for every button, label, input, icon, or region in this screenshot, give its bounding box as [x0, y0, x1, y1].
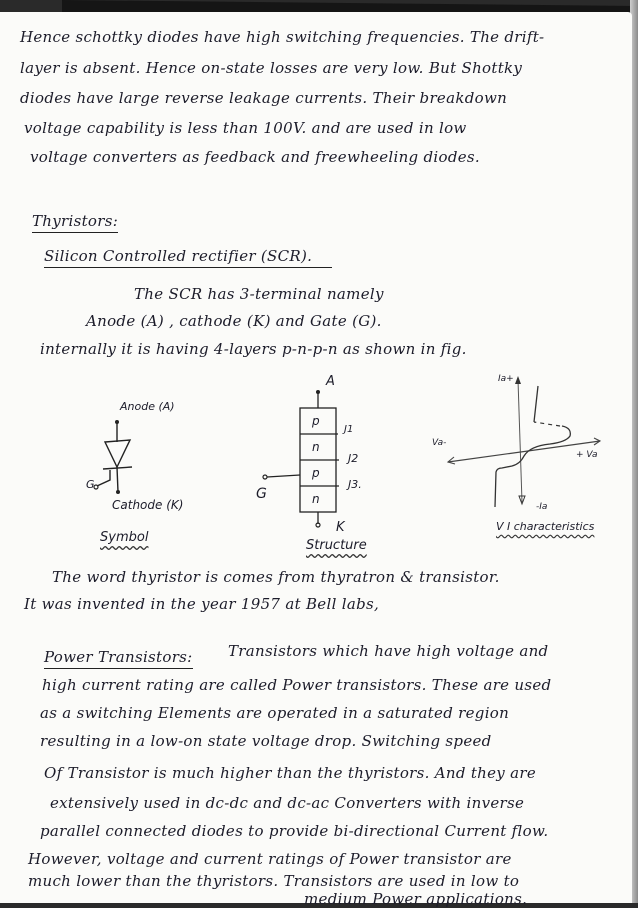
- text-line: The SCR has 3-terminal namely: [134, 285, 384, 303]
- text-line: voltage capability is less than 100V. and are used in low: [24, 119, 467, 137]
- text-line: parallel connected diodes to provide bi-directional Current flow.: [40, 822, 549, 840]
- axis-label-ia-positive: Ia+: [498, 374, 514, 384]
- notebook-page: [0, 12, 632, 908]
- layer-label: n: [312, 492, 320, 506]
- layer-label: p: [312, 466, 320, 480]
- gate-label: G: [86, 478, 95, 491]
- text-line: Hence schottky diodes have high switching frequencies. The drift-: [20, 28, 545, 46]
- text-line: diodes have large reverse leakage currents. Their breakdown: [20, 89, 508, 107]
- text-line: resulting in a low-on state voltage drop. Switching speed: [40, 732, 492, 750]
- cathode-terminal-label: K: [336, 520, 345, 535]
- junction-label: J2: [348, 452, 359, 465]
- vi-characteristics-plot-icon: [440, 372, 610, 507]
- section-heading-power-transistors: Power Transistors:: [44, 648, 193, 669]
- text-line: Of Transistor is much higher than the thyristors. And they are: [44, 764, 537, 782]
- cathode-label: Cathode (K): [112, 498, 184, 512]
- junction-label: J3.: [348, 478, 362, 491]
- gate-terminal-label: G: [256, 486, 267, 502]
- axis-label-va-positive: + Va: [576, 450, 598, 460]
- layer-label: n: [312, 440, 320, 454]
- text-line: However, voltage and current ratings of Power transistor are: [28, 850, 512, 868]
- text-line: Anode (A) , cathode (K) and Gate (G).: [86, 312, 382, 330]
- text-line: It was invented in the year 1957 at Bell labs,: [24, 595, 380, 613]
- text-line: much lower than the thyristors. Transistors are used in low to: [28, 872, 520, 890]
- text-line: layer is absent. Hence on-state losses are very low. But Shottky: [20, 59, 523, 77]
- anode-label: Anode (A): [120, 400, 175, 413]
- figure-caption-structure: Structure: [306, 538, 367, 553]
- text-line: voltage converters as feedback and freewheeling diodes.: [30, 148, 480, 166]
- text-line: as a switching Elements are operated in a saturated region: [40, 704, 510, 722]
- axis-label-va-negative: Va-: [432, 438, 447, 448]
- axis-label-ia-negative: -Ia: [536, 502, 548, 512]
- subheading-scr: Silicon Controlled rectifier (SCR).: [44, 247, 332, 268]
- text-line: medium Power applications.: [304, 890, 528, 908]
- junction-label: J1: [344, 424, 354, 435]
- anode-terminal-label: A: [326, 374, 335, 389]
- text-line: extensively used in dc-dc and dc-ac Converters with inverse: [50, 794, 525, 812]
- text-line: The word thyristor is comes from thyratron & transistor.: [52, 568, 500, 586]
- layer-label: p: [312, 414, 320, 428]
- text-line: internally it is having 4-layers p-n-p-n as shown in fig.: [40, 340, 467, 358]
- section-heading-thyristors: Thyristors:: [32, 212, 118, 233]
- figure-caption-symbol: Symbol: [100, 530, 149, 545]
- figure-caption-vi: V I characteristics: [496, 520, 595, 533]
- text-line: high current rating are called Power transistors. These are used: [42, 676, 552, 694]
- gate-lead-icon: [262, 474, 302, 484]
- text-line: Transistors which have high voltage and: [228, 642, 549, 660]
